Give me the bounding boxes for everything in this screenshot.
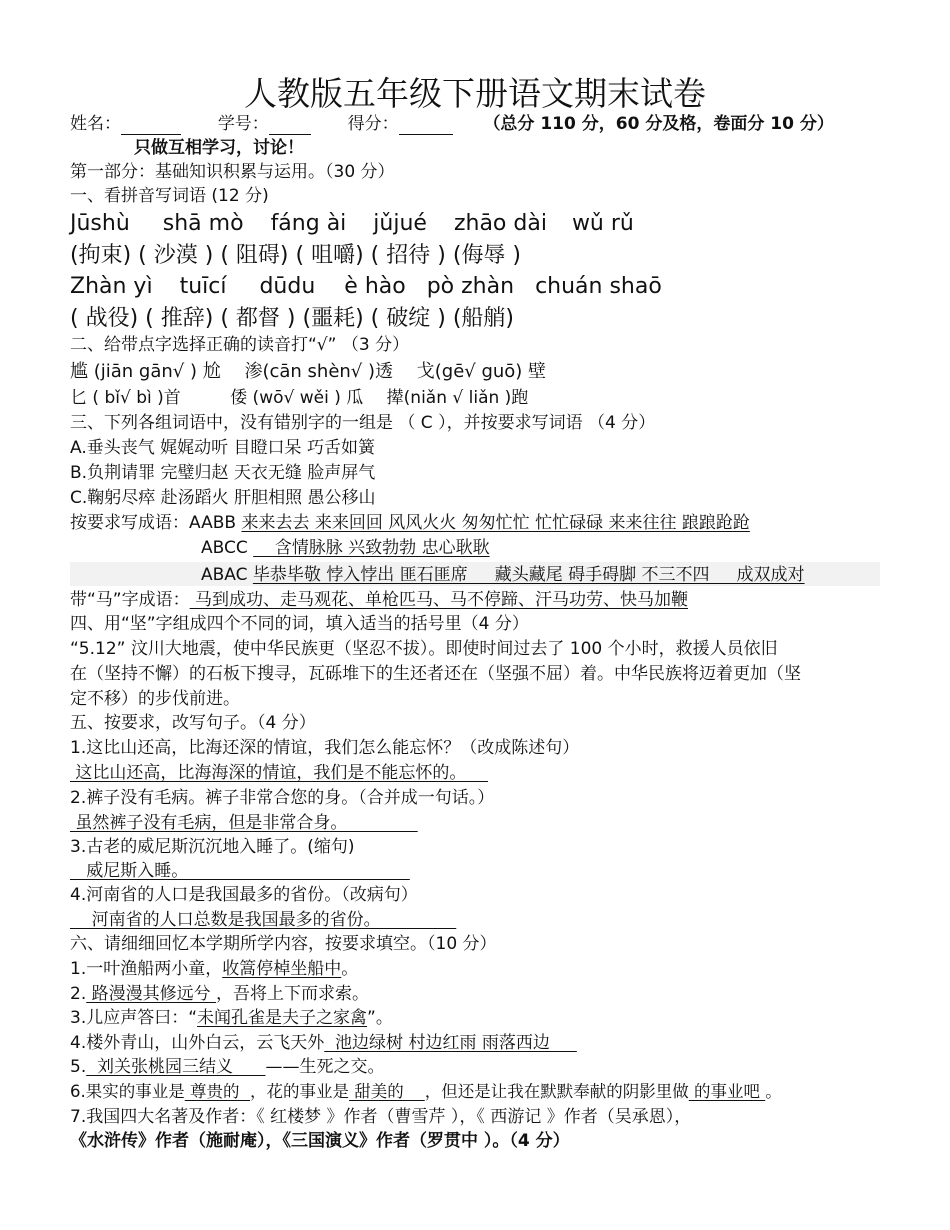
aabb-line [70, 512, 750, 534]
aabb-label: AABB [189, 513, 237, 533]
pinyin-item: Zhàn yì [70, 274, 153, 299]
pronunciation-item: 渗(cān shèn√ )透 [244, 361, 394, 382]
pinyin-item: pò zhàn [426, 274, 515, 299]
fill-prefix: 5. [70, 1057, 87, 1077]
section5-heading: 五、按要求，改写句子。（4 分） [70, 713, 316, 733]
pinyin-item: wǔ rǔ [571, 211, 634, 236]
rewrite-question: 3.古老的威尼斯沉沉地入睡了。(缩句) [70, 837, 355, 857]
pronunciation-item: 撵(niǎn √ liǎn )跑 [386, 388, 529, 408]
rewrite-question: 4.河南省的人口是我国最多的省份。（改病句） [70, 885, 418, 905]
id-label: 学号： [217, 114, 269, 134]
answer-row-2 [70, 305, 514, 333]
requirement-label: 按要求写成语： [70, 513, 189, 533]
rewrite-answer: 河南省的人口总数是我国最多的省份。 [70, 910, 457, 930]
fill-answer: 路漫漫其修远兮 [86, 984, 217, 1004]
fill-text: 6.果实的事业是 [70, 1082, 185, 1101]
fill-suffix: ”。 [367, 1008, 393, 1028]
pinyin-item: fáng ài [270, 211, 347, 236]
pronunciation-item: 匕 ( bǐ√ bì )首 [70, 388, 181, 408]
fill-answer: 尊贵的 [184, 1082, 250, 1101]
fill-prefix: 4.楼外青山，山外白云，云飞天外 [70, 1033, 325, 1053]
abcc-line [201, 537, 490, 559]
fill-answer: 刘关张桃园三结义 [86, 1057, 266, 1077]
word-answer: ( 沙漠 ) [138, 243, 214, 268]
horse-answer: 马到成功、走马观花、单枪匹马、马不停蹄、汗马功劳、快马加鞭 [189, 590, 689, 610]
word-answer: ( 招待 ) [370, 243, 446, 268]
fill-suffix: 。 [341, 959, 359, 979]
paragraph-line: 定不移）的步伐前进。 [70, 689, 240, 709]
classics-line: 7.我国四大名著及作者：《 红楼梦 》作者（曹雪芹 ），《 西游记 》作者（吴承恩）， [70, 1107, 692, 1127]
abcc-label: ABCC [201, 538, 248, 558]
rewrite-answer: 虽然裤子没有毛病，但是非常合身。 [70, 813, 418, 833]
abcc-answer: 含情脉脉 兴致勃勃 忠心耿耿 [253, 538, 490, 558]
pronunciation-item: 倭 (wō√ wěi ) 瓜 [230, 388, 364, 408]
name-label: 姓名： [70, 114, 121, 134]
section3-heading: 三、下列各组词语中，没有错别字的一组是 （ C ），并按要求写词语 （4 分） [70, 413, 656, 433]
pinyin-item: jǔjué [373, 211, 427, 236]
pinyin-item: Jūshù [70, 211, 130, 236]
option-a: A.垂头丧气 娓娓动听 目瞪口呆 巧舌如簧 [70, 438, 375, 458]
fill-answer: 的事业吧 [688, 1082, 766, 1101]
fill-line-1 [70, 958, 358, 980]
fill-prefix: 1.一叶渔船两小童， [70, 959, 223, 979]
fill-suffix: ——生死之交。 [265, 1057, 385, 1077]
pinyin-item: è hào [344, 274, 406, 299]
part1-heading: 第一部分：基础知识积累与运用。（30 分） [70, 162, 395, 182]
horse-label: 带“马”字成语： [70, 590, 190, 610]
rewrite-answer: 这比山还高，比海海深的情谊，我们是不能忘怀的。 [70, 763, 489, 783]
word-answer: (船艄) [452, 306, 514, 331]
pinyin-item: chuán shaō [535, 274, 662, 299]
pinyin-item: dūdu [259, 274, 316, 299]
abac-label: ABAC [201, 565, 248, 585]
fill-suffix: ，吾将上下而求索。 [216, 984, 370, 1004]
id-blank[interactable] [269, 116, 311, 135]
fill-text: ，花的事业是 [250, 1082, 349, 1101]
word-answer: ( 咀嚼) [295, 243, 364, 268]
pronunciation-item: 戈(gē√ guō) 壁 [416, 361, 547, 382]
rewrite-question: 2.裤子没有毛病。裤子非常合您的身。（合并成一句话。） [70, 788, 495, 808]
fill-text: 。 [765, 1082, 782, 1101]
section6-heading: 六、请细细回忆本学期所学内容，按要求填空。（10 分） [70, 934, 497, 954]
name-blank[interactable] [121, 116, 181, 135]
word-answer: (侮辱 ) [452, 243, 521, 268]
section4-heading: 四、用“坚”字组成四个不同的词，填入适当的括号里（4 分） [70, 614, 529, 634]
abac-line [201, 564, 805, 586]
fill-line-4 [70, 1032, 577, 1054]
rewrite-answer: 威尼斯入睡。 [70, 861, 410, 881]
score-note: （总分 110 分，60 分及格，卷面分 10 分） [483, 114, 834, 134]
word-answer: ( 破绽 ) [370, 306, 446, 331]
classics-line-bold: 《水浒传》作者（施耐庵），《三国演义》作者（罗贯中 ）。（4 分） [70, 1131, 570, 1151]
paragraph-line: “5.12” 汶川大地震，使中华民族更（坚忍不拔）。即使时间过去了 100 个小时，救援人员依旧 [70, 639, 778, 659]
pronunciation-row-1 [70, 361, 546, 383]
fill-line-6 [70, 1081, 782, 1103]
fill-answer: 收篙停棹坐船中 [222, 959, 342, 979]
score-blank[interactable] [399, 116, 453, 135]
fill-answer: 未闻孔雀是夫子之家禽 [197, 1008, 368, 1028]
abac-answer: 毕恭毕敬 悖入悖出 匪石匪席 藏头藏尾 碍手碍脚 不三不四 成双成对 [252, 565, 805, 585]
pinyin-row-1 [70, 210, 634, 238]
pronunciation-row-2 [70, 387, 528, 409]
fill-prefix: 3.儿应声答曰：“ [70, 1008, 198, 1028]
fill-text: ，但还是让我在默默奉献的阴影里做 [424, 1082, 689, 1101]
page-title: 人教版五年级下册语文期末试卷 [244, 74, 706, 113]
word-answer: (噩耗) [302, 306, 364, 331]
pinyin-item: zhāo dài [453, 211, 547, 236]
word-answer: ( 都督 ) [220, 306, 296, 331]
word-answer: (拘束) [70, 243, 132, 268]
answer-row-1 [70, 242, 521, 270]
section2-heading: 二、给带点字选择正确的读音打“√” （3 分） [70, 335, 410, 355]
fill-answer: 甜美的 [349, 1082, 425, 1101]
fill-prefix: 2. [70, 984, 87, 1004]
paragraph-line: 在（坚持不懈）的石板下搜寻，瓦砾堆下的生还者还在（坚强不屈）着。中华民族将迈着更加（坚 [70, 664, 801, 684]
aabb-answer: 来来去去 来来回回 风风火火 匆匆忙忙 忙忙碌碌 来来往往 踉踉跄跄 [241, 513, 750, 533]
pronunciation-item: 尴 (jiān gān√ ) 尬 [70, 361, 221, 382]
fill-line-3 [70, 1007, 393, 1029]
fill-line-2 [70, 983, 369, 1005]
student-info-line [70, 113, 834, 135]
word-answer: ( 阻碍) [220, 243, 289, 268]
section1-heading: 一、看拼音写词语 (12 分) [70, 186, 269, 206]
option-b: B.负荆请罪 完璧归赵 天衣无缝 脸声屏气 [70, 463, 376, 483]
rewrite-question: 1.这比山还高，比海还深的情谊，我们怎么能忘怀？（改成陈述句） [70, 738, 580, 758]
fill-line-5 [70, 1056, 384, 1078]
word-answer: ( 战役) [70, 306, 139, 331]
pinyin-item: tuīcí [179, 274, 227, 299]
word-answer: ( 推辞) [145, 306, 214, 331]
fill-answer: 池边绿树 村边红雨 雨落西边 [324, 1033, 577, 1053]
horse-idiom-line [70, 589, 688, 611]
score-label: 得分： [347, 114, 399, 134]
pinyin-item: shā mò [162, 211, 244, 236]
option-c: C.鞠躬尽瘁 赴汤蹈火 肝胆相照 愚公移山 [70, 488, 376, 508]
pinyin-row-2 [70, 273, 662, 301]
motto: 只做互相学习，讨论！ [134, 138, 304, 158]
